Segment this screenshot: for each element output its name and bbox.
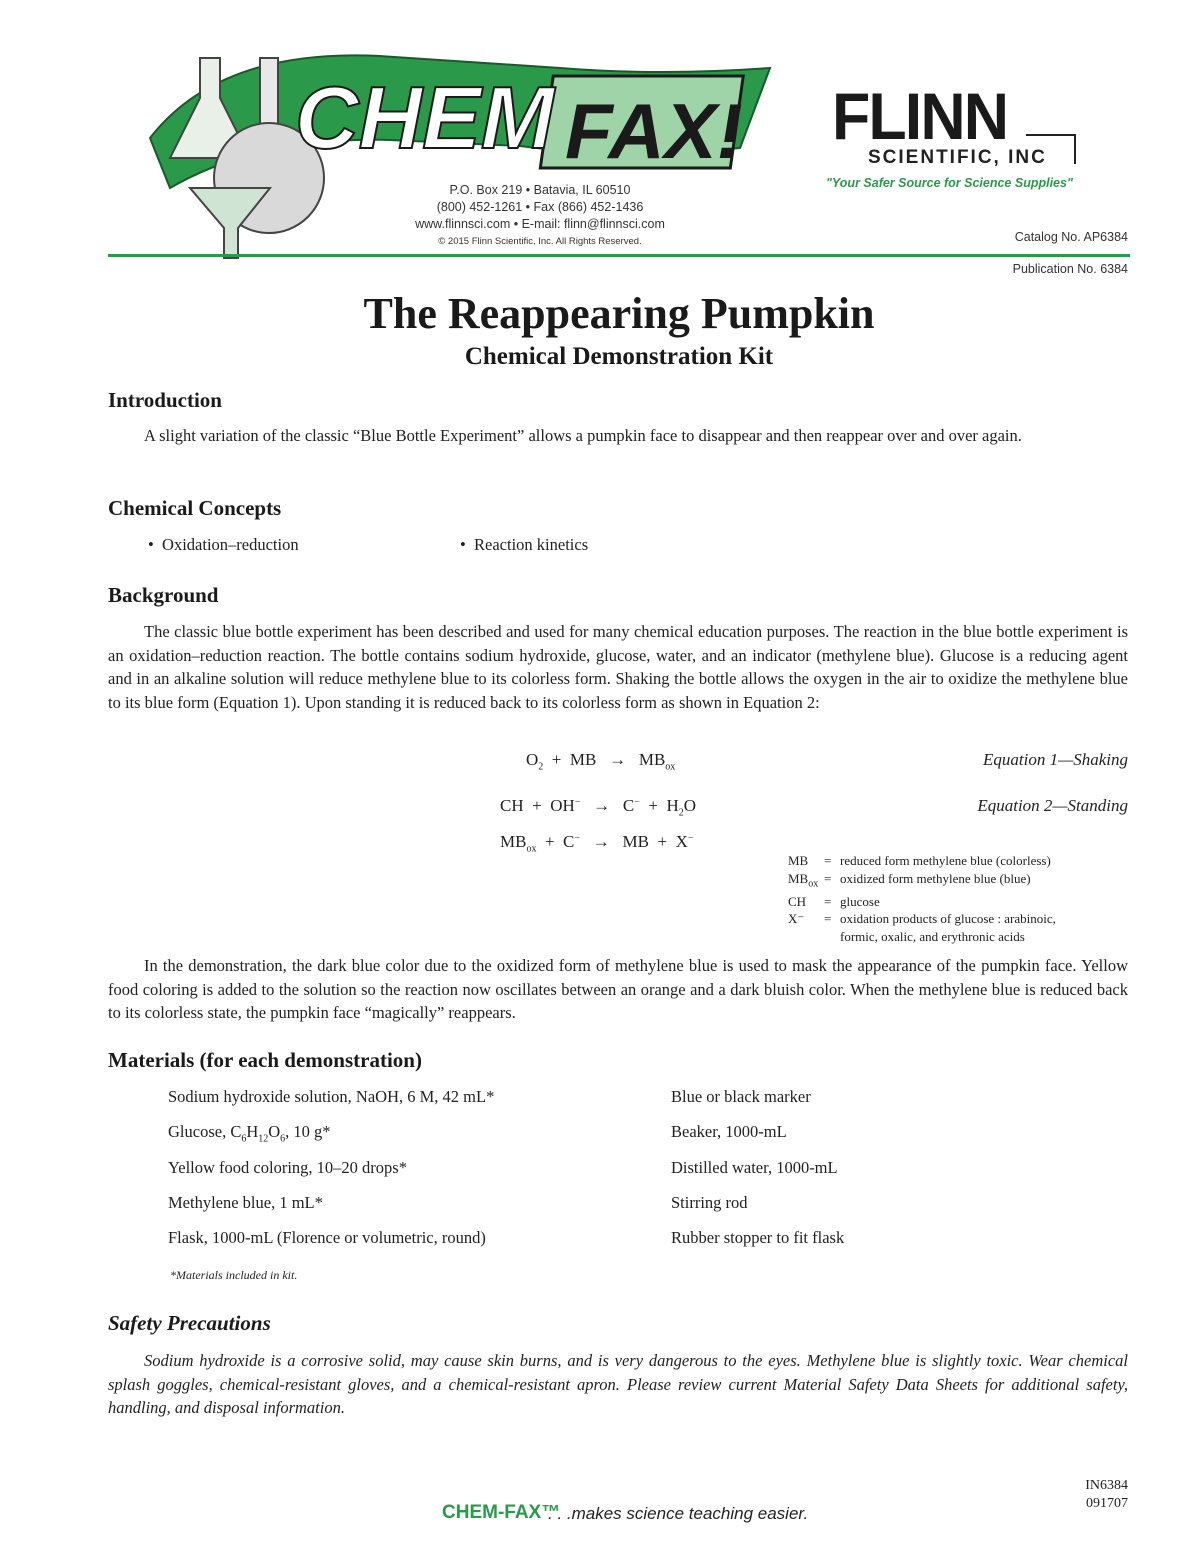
page-subtitle: Chemical Demonstration Kit — [464, 343, 774, 370]
contact-copyright: © 2015 Flinn Scientific, Inc. All Rights Reserved. — [438, 236, 642, 247]
equation-1: $O_2$ + MB → $MB_{ox}$ — [526, 750, 676, 773]
background-heading: Background — [108, 583, 219, 607]
safety-text: Sodium hydroxide is a corrosive solid, may cause skin burns, and is very dangerous to the eyes. Methylene blue is slightly toxic. Wear chemical splash goggles, chemical-resistant gloves, and a chemical-resistant apron. Please review current Material Safety Data Sheets for additional safety, handling, and disposal information. — [108, 1351, 1128, 1417]
svg-text:CHEM: CHEM — [295, 68, 555, 167]
material-item: Yellow food coloring, 10–20 drops* — [168, 1158, 407, 1177]
material-item: Flask, 1000-mL (Florence or volumetric, round) — [168, 1228, 486, 1247]
page-title: The Reappearing Pumpkin — [363, 289, 875, 338]
equation-2-label: Equation 2—Standing — [977, 796, 1128, 815]
background-text-2: In the demonstration, the dark blue color due to the oxidized form of methylene blue is used to mask the appearance of the pumpkin face. Yellow food coloring is added to the solution so the reaction now oscillates between an orange and a dark bluish color. When the methylene blue is reduced back to its colorless state, the pumpkin face “magically” reappears. — [108, 956, 1128, 1022]
contact-block — [300, 182, 780, 250]
material-item: Distilled water, 1000-mL — [671, 1158, 838, 1177]
legend-row: MB = reduced form methylene blue (colorless) — [788, 853, 1051, 868]
symbol-legend — [788, 852, 1056, 945]
legend-row: X⁻ = oxidation products of glucose : arabinoic, — [788, 911, 1056, 927]
concept-item: • Oxidation–reduction — [148, 535, 299, 554]
safety-heading: Safety Precautions — [108, 1311, 271, 1335]
company-tagline: "Your Safer Source for Science Supplies" — [826, 176, 1073, 190]
company-sub: SCIENTIFIC, INC — [868, 147, 1047, 168]
material-item: Rubber stopper to fit flask — [671, 1228, 845, 1247]
company-rule — [1026, 134, 1076, 136]
material-item: Blue or black marker — [671, 1087, 811, 1106]
footer-brand: CHEM-FAX™ — [442, 1502, 561, 1523]
contact-address: P.O. Box 219 • Batavia, IL 60510 — [449, 183, 631, 197]
svg-text:FAX!: FAX! — [565, 87, 743, 175]
materials-note: *Materials included in kit. — [170, 1268, 298, 1282]
equation-2b: $MB_{ox} + C^-$ → MB + X− — [500, 832, 694, 855]
footer-tagline: . . .makes science teaching easier. — [548, 1504, 809, 1523]
equation-2a: CH + $OH^- \to C^- + H_2O$ — [500, 796, 697, 819]
header-rule — [108, 254, 1130, 257]
introduction-heading: Introduction — [108, 388, 222, 412]
legend-row: CH = glucose — [788, 893, 880, 909]
material-item: Beaker, 1000-mL — [671, 1122, 787, 1141]
legend-row: $MB_{ox}$ = oxidized form methylene blue (blue) — [788, 870, 1031, 890]
equation-1-label: Equation 1—Shaking — [983, 750, 1128, 769]
contact-phone: (800) 452-1261 • Fax (866) 452-1436 — [436, 200, 644, 214]
contact-web: www.flinnsci.com • E-mail: flinn@flinnsci.com — [415, 217, 665, 231]
material-item: Sodium hydroxide solution, NaOH, 6 M, 42 mL* — [168, 1087, 495, 1106]
material-item: Glucose, $C_6H_{12}O_6$, 10 g* — [168, 1122, 331, 1145]
company-name: FLINN — [832, 79, 1008, 153]
catalog-number: Catalog No. AP6384 — [1014, 230, 1128, 244]
footer-code-2: 091707 — [1086, 1496, 1128, 1511]
legend-row: formic, oxalic, and erythronic acids — [840, 928, 1025, 944]
introduction-text: A slight variation of the classic “Blue Bottle Experiment” allows a pumpkin face to disappear and then reappear over and over again. — [144, 426, 1022, 445]
publication-number: Publication No. 6384 — [1012, 262, 1128, 276]
material-item: Methylene blue, 1 mL* — [168, 1193, 323, 1212]
footer-code-1: IN6384 — [1085, 1478, 1128, 1493]
concepts-heading: Chemical Concepts — [108, 496, 282, 520]
material-item: Stirring rod — [671, 1193, 748, 1212]
concept-item: • Reaction kinetics — [460, 535, 589, 554]
materials-heading: Materials (for each demonstration) — [108, 1048, 422, 1072]
company-rule-vertical — [1074, 134, 1076, 164]
background-text: The classic blue bottle experiment has been described and used for many chemical education purposes. The reaction in the blue bottle experiment is an oxidation–reduction reaction. The bottle contains sodium hydroxide, glucose, water, and an indicator (methylene blue). Glucose is a reducing agent and in an alkaline solution will reduce methylene blue to its colorless form. Shaking the bottle allows the oxygen in the air to oxidize the methylene blue to its blue form (Equation 1). Upon standing it is reduced back to its colorless form as shown in Equation 2: — [108, 622, 1128, 712]
